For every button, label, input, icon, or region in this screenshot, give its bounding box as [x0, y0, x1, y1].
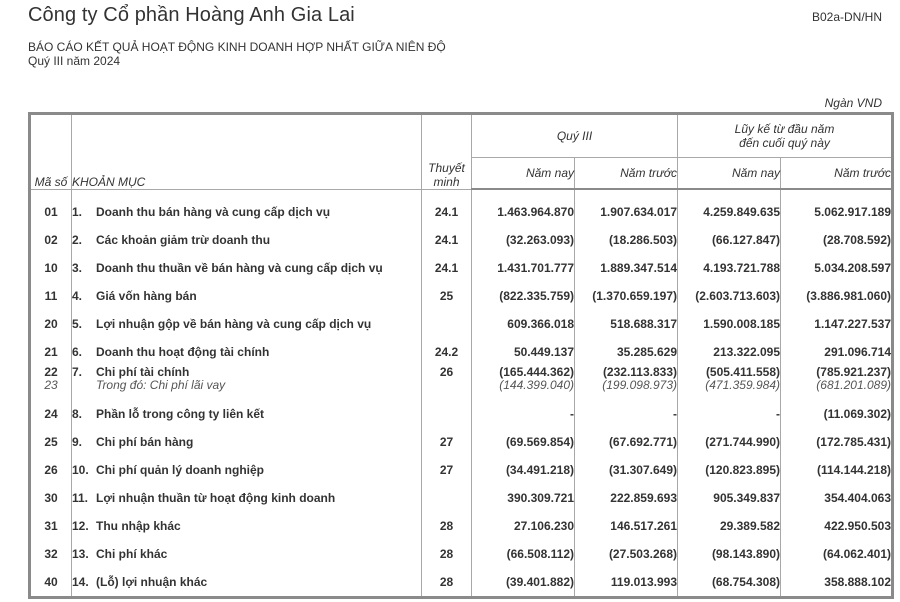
- value-text: 422.950.503: [824, 519, 892, 533]
- row-code-text: 40: [44, 575, 58, 589]
- value-text: (69.569.854): [505, 435, 574, 449]
- row-value-ytd-2024: [678, 540, 781, 568]
- row-value-ytd-2023: [781, 226, 893, 254]
- col-header-code: Mã số: [30, 114, 72, 190]
- value-text: (172.785.431): [816, 435, 892, 449]
- row-code: [30, 428, 72, 456]
- row-code: [30, 226, 72, 254]
- row-value-ytd-2023: [781, 189, 893, 226]
- row-value-q3-2023: [575, 282, 678, 310]
- table-row: [30, 254, 893, 282]
- row-item: [72, 226, 422, 254]
- table-row: [30, 366, 893, 400]
- sub-row-code: 23: [44, 378, 58, 392]
- row-value-ytd-2024: [678, 226, 781, 254]
- row-label: Lợi nhuận gộp về bán hàng và cung cấp dịch vụ: [96, 317, 372, 331]
- col-group-ytd-line1: Lũy kế từ đầu năm: [734, 122, 835, 136]
- row-item: [72, 338, 422, 366]
- row-number: 12.: [72, 519, 89, 533]
- row-item: [72, 310, 422, 338]
- row-value-ytd-2023: [781, 512, 893, 540]
- form-code: B02a-DN/HN: [811, 10, 882, 24]
- row-value-q3-2024: [472, 282, 575, 310]
- row-code-text: 21: [44, 345, 58, 359]
- row-value-ytd-2024: [678, 189, 781, 226]
- row-value-ytd-2024: [678, 338, 781, 366]
- value-text: (28.708.592): [822, 233, 892, 247]
- row-value-q3-2024: [472, 254, 575, 282]
- value-text: 119.013.993: [610, 575, 677, 589]
- value-text: 1.431.701.777: [497, 261, 574, 275]
- row-number: 5.: [72, 317, 83, 331]
- table-row: [30, 310, 893, 338]
- row-item: [72, 540, 422, 568]
- value-text: 4.259.849.635: [703, 205, 780, 219]
- row-code: [30, 366, 72, 400]
- table-row: [30, 338, 893, 366]
- value-text: (98.143.890): [711, 547, 780, 561]
- row-item: [72, 282, 422, 310]
- row-value-q3-2024: [472, 310, 575, 338]
- value-text: (3.886.981.060): [806, 289, 892, 303]
- row-note: [422, 310, 472, 338]
- value-text: (165.444.362): [499, 365, 574, 379]
- row-value-q3-2023: [575, 568, 678, 598]
- value-text: (1.370.659.197): [592, 289, 677, 303]
- value-text: 5.062.917.189: [814, 205, 892, 219]
- value-text: (68.754.308): [711, 575, 780, 589]
- row-code: [30, 540, 72, 568]
- row-label: Thu nhập khác: [96, 519, 181, 533]
- value-text: (39.401.882): [505, 575, 574, 589]
- row-item: [72, 400, 422, 428]
- income-statement-table: [28, 112, 894, 599]
- col-header-note-line1: Thuyết: [428, 160, 465, 175]
- value-text: (34.491.218): [505, 463, 574, 477]
- row-value-q3-2023: [575, 254, 678, 282]
- row-label: Lợi nhuận thuần từ hoạt động kinh doanh: [96, 491, 336, 505]
- company-name: Công ty Cổ phần Hoàng Anh Gia Lai: [28, 4, 355, 26]
- value-text: 1.147.227.537: [814, 317, 892, 331]
- row-value-q3-2024: [472, 428, 575, 456]
- row-label: (Lỗ) lợi nhuận khác: [96, 575, 208, 589]
- row-value-q3-2023: [575, 338, 678, 366]
- row-label: Doanh thu hoạt động tài chính: [96, 345, 270, 359]
- row-code-text: 26: [44, 463, 58, 477]
- row-value-q3-2023: [575, 189, 678, 226]
- row-value-ytd-2024: [678, 254, 781, 282]
- row-code: [30, 512, 72, 540]
- value-text: 1.463.964.870: [497, 205, 574, 219]
- value-text: (232.113.833): [602, 365, 677, 379]
- col-group-quarter: Quý III: [472, 114, 678, 158]
- row-value-ytd-2023: [781, 400, 893, 428]
- table-row: [30, 189, 893, 226]
- value-text: 5.034.208.597: [814, 261, 892, 275]
- row-note: 28: [422, 512, 472, 540]
- row-value-ytd-2024: [678, 310, 781, 338]
- row-value-ytd-2023: [781, 484, 893, 512]
- row-label: Các khoản giảm trừ doanh thu: [96, 233, 271, 247]
- row-note: [422, 400, 472, 428]
- value-text: 358.888.102: [824, 575, 892, 589]
- row-value-ytd-2023: [781, 310, 893, 338]
- table-row: [30, 484, 893, 512]
- row-label: Chi phí khác: [96, 547, 168, 561]
- row-code-text: 20: [44, 317, 58, 331]
- row-code: [30, 568, 72, 598]
- value-text: 905.349.837: [713, 491, 780, 505]
- table-body: [30, 189, 893, 598]
- table-row: [30, 540, 893, 568]
- row-label: Chi phí bán hàng: [96, 435, 194, 449]
- row-value-ytd-2024: [678, 568, 781, 598]
- row-item: [72, 189, 422, 226]
- row-value-ytd-2023: [781, 282, 893, 310]
- row-value-q3-2024: [472, 189, 575, 226]
- row-item: [72, 484, 422, 512]
- row-note: 24.2: [422, 338, 472, 366]
- row-value-q3-2023: [575, 400, 678, 428]
- row-value-q3-2024: [472, 456, 575, 484]
- sub-value-text: (681.201.089): [816, 378, 892, 392]
- row-value-q3-2023: [575, 226, 678, 254]
- value-text: 35.285.629: [616, 345, 677, 359]
- value-text: 609.366.018: [507, 317, 574, 331]
- value-text: -: [776, 407, 780, 421]
- row-note: 24.1: [422, 189, 472, 226]
- row-number: 11.: [72, 491, 89, 505]
- row-number: 8.: [72, 407, 83, 421]
- value-text: 29.389.582: [719, 519, 780, 533]
- table-row: [30, 568, 893, 598]
- row-note: 24.1: [422, 226, 472, 254]
- row-value-ytd-2024: [678, 484, 781, 512]
- value-text: (66.127.847): [711, 233, 780, 247]
- value-text: -: [570, 407, 574, 421]
- row-label: Phần lỗ trong công ty liên kết: [96, 407, 265, 421]
- value-text: 390.309.721: [507, 491, 574, 505]
- row-value-ytd-2024: [678, 366, 781, 400]
- row-value-q3-2023: [575, 366, 678, 400]
- row-value-ytd-2024: [678, 512, 781, 540]
- row-item: [72, 254, 422, 282]
- row-code: [30, 456, 72, 484]
- row-number: 14.: [72, 575, 89, 589]
- row-note: 26: [422, 366, 472, 400]
- value-text: 291.096.714: [824, 345, 892, 359]
- row-label: Chi phí quản lý doanh nghiệp: [96, 463, 264, 477]
- row-code: [30, 338, 72, 366]
- row-code: [30, 254, 72, 282]
- col-header-q-this-year: Năm nay: [472, 158, 575, 190]
- value-text: (11.069.302): [823, 407, 892, 421]
- table-row: [30, 428, 893, 456]
- col-header-ytd-last-year: Năm trước: [781, 158, 893, 190]
- row-value-q3-2023: [575, 428, 678, 456]
- row-label: Chi phí tài chính: [96, 365, 190, 379]
- sub-value-text: (471.359.984): [705, 378, 780, 392]
- col-header-note: [422, 114, 472, 190]
- row-value-ytd-2023: [781, 456, 893, 484]
- row-note: [422, 484, 472, 512]
- value-text: (66.508.112): [506, 547, 574, 561]
- row-number: 9.: [72, 435, 83, 449]
- value-text: (114.144.218): [816, 463, 892, 477]
- value-text: (785.921.237): [816, 365, 892, 379]
- report-period: Quý III năm 2024: [28, 54, 121, 68]
- table-row: [30, 226, 893, 254]
- row-number: 13.: [72, 547, 89, 561]
- row-value-q3-2024: [472, 366, 575, 400]
- value-text: (27.503.268): [608, 547, 677, 561]
- row-value-q3-2024: [472, 338, 575, 366]
- row-value-q3-2024: [472, 568, 575, 598]
- value-text: 146.517.261: [610, 519, 677, 533]
- value-text: 222.859.693: [610, 491, 677, 505]
- value-text: 50.449.137: [513, 345, 574, 359]
- col-group-ytd-line2: đến cuối quý này: [739, 136, 830, 150]
- row-value-ytd-2024: [678, 428, 781, 456]
- row-number: 2.: [72, 233, 83, 247]
- table-row: [30, 456, 893, 484]
- report-title: BÁO CÁO KẾT QUẢ HOẠT ĐỘNG KINH DOANH HỢP NHẤT GIỮA NIÊN ĐỘ: [28, 40, 446, 54]
- row-number: 7.: [72, 365, 83, 379]
- row-note: 27: [422, 428, 472, 456]
- value-text: (18.286.503): [608, 233, 677, 247]
- row-value-ytd-2023: [781, 338, 893, 366]
- value-text: 1.907.634.017: [600, 205, 677, 219]
- row-value-ytd-2024: [678, 456, 781, 484]
- row-value-q3-2024: [472, 484, 575, 512]
- value-text: (67.692.771): [608, 435, 677, 449]
- row-number: 6.: [72, 345, 83, 359]
- row-code-text: 30: [44, 491, 58, 505]
- row-code: [30, 282, 72, 310]
- row-item: [72, 456, 422, 484]
- sub-value-text: (199.098.973): [602, 378, 677, 392]
- row-item: [72, 428, 422, 456]
- col-header-note-line2: minh: [433, 174, 460, 189]
- value-text: 4.193.721.788: [703, 261, 780, 275]
- row-note: 28: [422, 568, 472, 598]
- col-group-ytd: [678, 114, 893, 158]
- value-text: 354.404.063: [824, 491, 892, 505]
- value-text: -: [673, 407, 677, 421]
- value-text: (822.335.759): [499, 289, 574, 303]
- sub-row-label: Trong đó: Chi phí lãi vay: [96, 378, 226, 392]
- row-value-ytd-2024: [678, 282, 781, 310]
- row-code-text: 22: [44, 365, 58, 379]
- value-text: (2.603.713.603): [695, 289, 780, 303]
- row-code-text: 31: [44, 519, 58, 533]
- currency-unit: Ngàn VND: [824, 96, 882, 110]
- row-value-ytd-2023: [781, 428, 893, 456]
- row-label: Giá vốn hàng bán: [96, 289, 197, 303]
- row-value-ytd-2023: [781, 568, 893, 598]
- row-code-text: 24: [44, 407, 58, 421]
- row-number: 3.: [72, 261, 83, 275]
- row-number: 10.: [72, 463, 89, 477]
- row-label: Doanh thu thuần về bán hàng và cung cấp dịch vụ: [96, 261, 383, 275]
- row-code-text: 25: [44, 435, 58, 449]
- row-value-q3-2023: [575, 540, 678, 568]
- row-value-ytd-2023: [781, 366, 893, 400]
- value-text: 1.590.008.185: [703, 317, 780, 331]
- row-code-text: 32: [44, 547, 58, 561]
- row-value-q3-2023: [575, 512, 678, 540]
- row-item: [72, 512, 422, 540]
- row-code: [30, 400, 72, 428]
- row-note: 27: [422, 456, 472, 484]
- row-number: 1.: [72, 204, 83, 219]
- row-code-text: 10: [44, 261, 58, 275]
- row-value-q3-2023: [575, 310, 678, 338]
- row-value-q3-2024: [472, 512, 575, 540]
- row-value-q3-2023: [575, 484, 678, 512]
- value-text: (32.263.093): [505, 233, 574, 247]
- value-text: 1.889.347.514: [600, 261, 677, 275]
- row-code-text: 01: [44, 204, 58, 219]
- value-text: (31.307.649): [608, 463, 677, 477]
- row-value-ytd-2023: [781, 254, 893, 282]
- row-number: 4.: [72, 289, 83, 303]
- value-text: (64.062.401): [822, 547, 892, 561]
- value-text: (271.744.990): [705, 435, 780, 449]
- table-row: [30, 400, 893, 428]
- row-item: [72, 366, 422, 400]
- row-item: [72, 568, 422, 598]
- value-text: 27.106.230: [513, 519, 574, 533]
- row-value-ytd-2023: [781, 540, 893, 568]
- row-value-q3-2024: [472, 226, 575, 254]
- row-note: 25: [422, 282, 472, 310]
- row-code-text: 11: [44, 289, 58, 303]
- value-text: 213.322.095: [713, 345, 780, 359]
- row-note: 24.1: [422, 254, 472, 282]
- row-code: [30, 310, 72, 338]
- row-value-ytd-2024: [678, 400, 781, 428]
- value-text: 518.688.317: [610, 317, 677, 331]
- sub-value-text: (144.399.040): [499, 378, 574, 392]
- table-row: [30, 512, 893, 540]
- value-text: (505.411.558): [705, 365, 780, 379]
- value-text: (120.823.895): [705, 463, 780, 477]
- col-header-q-last-year: Năm trước: [575, 158, 678, 190]
- row-note: 28: [422, 540, 472, 568]
- row-value-q3-2023: [575, 456, 678, 484]
- row-value-q3-2024: [472, 540, 575, 568]
- col-header-ytd-this-year: Năm nay: [678, 158, 781, 190]
- table-row: [30, 282, 893, 310]
- row-label: Doanh thu bán hàng và cung cấp dịch vụ: [96, 204, 331, 219]
- row-value-q3-2024: [472, 400, 575, 428]
- row-code: [30, 484, 72, 512]
- col-header-item: KHOẢN MỤC: [72, 114, 422, 190]
- row-code-text: 02: [44, 233, 58, 247]
- row-code: [30, 189, 72, 226]
